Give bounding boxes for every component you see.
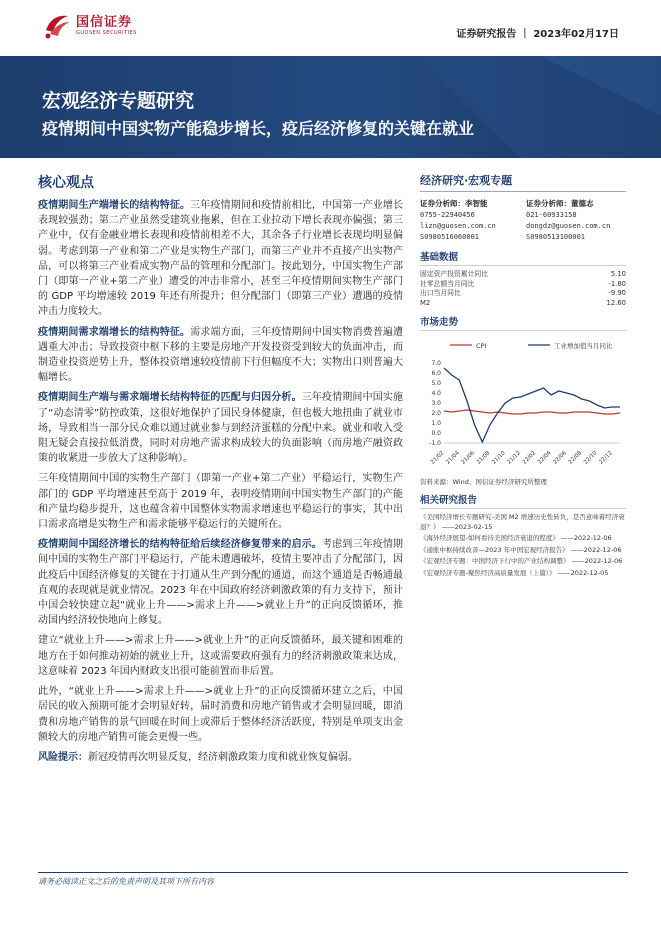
paragraph-lead: 风险提示： [38,751,88,763]
sidebar-section-title: 经济研究·宏观专题 [420,172,626,192]
basic-data-row [420,280,626,290]
y-tick-label: 2.0 [431,410,441,417]
core-views [38,172,403,770]
x-tick-label: 21/02 [429,450,446,466]
logo-cn: 国信证券 [76,15,133,30]
x-tick-label: 21/06 [460,450,477,466]
y-tick-label: 4.0 [431,390,441,397]
guosen-logo [42,12,137,40]
footer [38,872,628,887]
related-report-link[interactable]: 《宏观经济专题：中国经济下行中的产业结构调整》 ——2022-12-06 [420,557,623,565]
x-tick-label: 22/08 [567,450,584,466]
x-tick-label: 22/12 [598,450,614,466]
basic-data-key: 固定资产投资累计同比 [420,270,488,278]
analyst-2: 证券分析师：董德志 021-60933158 dongdz@guosen.com.cn S0980513100001 [526,198,626,243]
y-tick-label: 6.0 [431,370,441,377]
logo-en: GUOSEN SECURITIES [76,30,137,36]
paragraph-text: 考虑到三年疫情期间中国的实物生产部门平稳运行，产能未遭遇破坏，疫情主要冲击了分配部门，因此疫后中国经济修复的关键在于打通从生产到分配的通道，而这个通道是否畅通最直观的表现就是就业情况。2023 年在中国政府经济刺激政策的有力支持下，预计中国会较快建立起“就业上升——>需求上升——>就业上升”的正向反馈循环，推动国内经济较快地向上修复。 [38,539,403,627]
x-tick-label: 21/04 [445,450,461,466]
paragraph-lead: 疫情期间生产端与需求端增长结构特征的匹配与归因分析。 [38,392,302,404]
basic-data-title: 基础数据 [420,249,626,266]
basic-data-value: 12.60 [606,298,626,307]
paragraph-text: 需求端方面，三年疫情期间中国实物消费普遍遭遇重大冲击；导致投资中枢下移的主要是房地产开发投资受到较大的负面冲击，而制造业投资逆势上升，整体投资增速较疫情前下行但幅度不大；实物出口则普遍大幅增长。 [38,326,404,384]
y-tick-label: -1.0 [429,440,441,447]
paragraph-text: 新冠疫情再次明显反复，经济刺激政策力度和就业恢复偏弱。 [88,751,358,763]
paragraph-text: 三年疫情期间和疫情前相比，中国第一产业增长表现较强劲；第二产业虽然受建筑业拖累，但在工业拉动下增长表现亦偏强；第三产业中，仅有金融业增长表现和疫情前相差不大，其余各子行业增长表现均明显偏弱。考虑到第一产业和第二产业是实物生产部门，而第三产业并不直接产出实物产品，可以将第三产业看成实物产品的管理和分配部门。按此划分，中国实物生产部门（即第一产业+第二产业）遭受的冲击非常小，甚至三年疫情期间实物生产部门的 GDP 平均增速较 2019 年还有所提升；但分配部门（即第三产业）遭遇的疫情冲击力度较大。 [38,200,404,318]
related-reports-title: 相关研究报告 [420,492,626,509]
logo-mark-icon [42,12,72,40]
analyst-list [420,198,626,243]
related-report-link[interactable]: 《海外经济展望-如何看待美国经济衰退的程度》 ——2022-12-06 [420,534,612,542]
x-tick-label: 21/10 [491,450,507,466]
legend-label: CPI [476,342,487,350]
legend-label: 工业增加值当月同比 [554,342,613,350]
basic-data-value: -9.90 [608,289,626,297]
y-tick-label: 0.0 [431,430,441,437]
paragraph-lead: 疫情期间生产端增长的结构特征。 [38,200,191,211]
y-tick-label: 1.0 [431,420,441,427]
paragraph [38,198,403,320]
report-type: 证券研究报告 ｜ 2023年02月17日 [456,29,619,40]
disclaimer-note: 请务必阅读正文之后的免责声明及其项下所有内容 [38,877,214,886]
basic-data-key: 出口当月同比 [420,289,461,297]
x-tick-label: 22/02 [521,450,538,466]
analyst-email[interactable]: dongdz@guosen.com.cn [526,222,611,230]
paragraph-text: 建立“就业上升——>需求上升——>就业上升”的正向反馈循环，最关键和困难的地方在于如何推动初始的就业上升，这或需要政府强有力的经济刺激政策来达成，这意味着 2023 年国内财政支出很可能前置而非后置。 [38,635,403,677]
basic-data-table [420,270,626,308]
series-line [444,368,620,442]
paragraph [38,325,403,386]
banner-subtitle: 疫情期间中国实物产能稳步增长，疫后经济修复的关键在就业 [42,119,475,138]
basic-data-value: 5.10 [610,270,626,278]
related-reports-list [420,513,626,578]
related-report-link[interactable]: 《宏观经济专题-聚焦经济高质量发展（上篇）》 ——2022-12-05 [420,568,609,577]
x-tick-label: 21/08 [475,450,492,466]
basic-data-value: -1.80 [608,279,626,288]
top-bar [0,0,661,48]
section-title: 核心观点 [38,175,94,191]
basic-data-key: M2 [420,298,431,307]
y-tick-label: 3.0 [431,400,441,407]
analyst-email[interactable]: lizn@guosen.com.cn [420,222,496,230]
paragraph [38,633,403,679]
paragraph [38,390,403,466]
basic-data-row [420,270,626,280]
related-report-link[interactable]: 《通胀中枢持续改善—2023 年中国宏观经济报告》 ——2022-12-06 [420,545,622,554]
paragraph [38,750,403,765]
paragraph [38,471,403,532]
chart-source: 资料来源：Wind、国信证券经济研究所整理 [420,478,547,486]
basic-data-row [420,289,626,299]
paragraph-text: 三年疫情期间中国实施了“动态清零”防控政策，这很好地保护了国民身体健康，但也极大地扭曲了就业市场，导致相当一部分民众难以通过就业参与到经济蛋糕的分配中来。就业和收入受阻无疑会直接拉低消费，同时对房地产需求构成较大的负面影响（而房地产融资政策的收紧进一步放大了这种影响）。 [38,392,404,465]
x-tick-label: 22/10 [583,450,599,466]
paragraph-text: 此外，“就业上升——>需求上升——>就业上升”的正向反馈循环建立之后，中国居民的收入预期可能才会明显好转，届时消费和房地产销售或才会明显回暖，即消费和房地产销售的景气回暖在时间上或滞后于整体经济活跃度，特别是单项支出金额较大的房地产销售可能会更慢一些。 [38,686,403,743]
paragraph-lead: 疫情期间中国经济增长的结构特征给后续经济修复带来的启示。 [38,539,322,551]
sidebar [420,172,626,580]
market-trend-chart [420,335,626,475]
paragraph-lead: 疫情期间需求端增长的结构特征。 [38,326,191,338]
related-report-link[interactable]: 《美国经济增长专题研究-美国 M2 增速历史性转负，是否意味着经济衰退？》 ——2023-02-15 [420,513,625,531]
paragraph [38,684,403,745]
banner-title: 宏观经济专题研究 [42,90,195,112]
market-trend-title: 市场走势 [420,314,626,331]
title-banner [0,56,661,158]
x-tick-label: 21/12 [506,450,522,466]
y-tick-label: 7.0 [431,360,441,367]
analyst-1: 证券分析师：李智能 0755-22940456 lizn@guosen.com.cn S0980516060001 [420,198,520,243]
x-tick-label: 22/06 [552,450,568,466]
basic-data-key: 社零总额当月同比 [420,279,475,288]
basic-data-row [420,299,626,309]
trend-chart-svg [420,335,626,475]
paragraph-text: 三年疫情期间中国的实物生产部门（即第一产业+第二产业）平稳运行，实物生产部门的 GDP 平均增速甚至高于 2019 年，表明疫情期间中国实物生产部门的产能和产量均稳步提升，这也蕴含着中国整体实物需求增速也平稳运行的事实，其中出口需求高增是实物生产和需求能够平稳运行的关键所在。 [38,473,403,531]
x-tick-label: 22/04 [537,450,553,466]
y-tick-label: 5.0 [431,380,441,387]
paragraph [38,537,403,628]
